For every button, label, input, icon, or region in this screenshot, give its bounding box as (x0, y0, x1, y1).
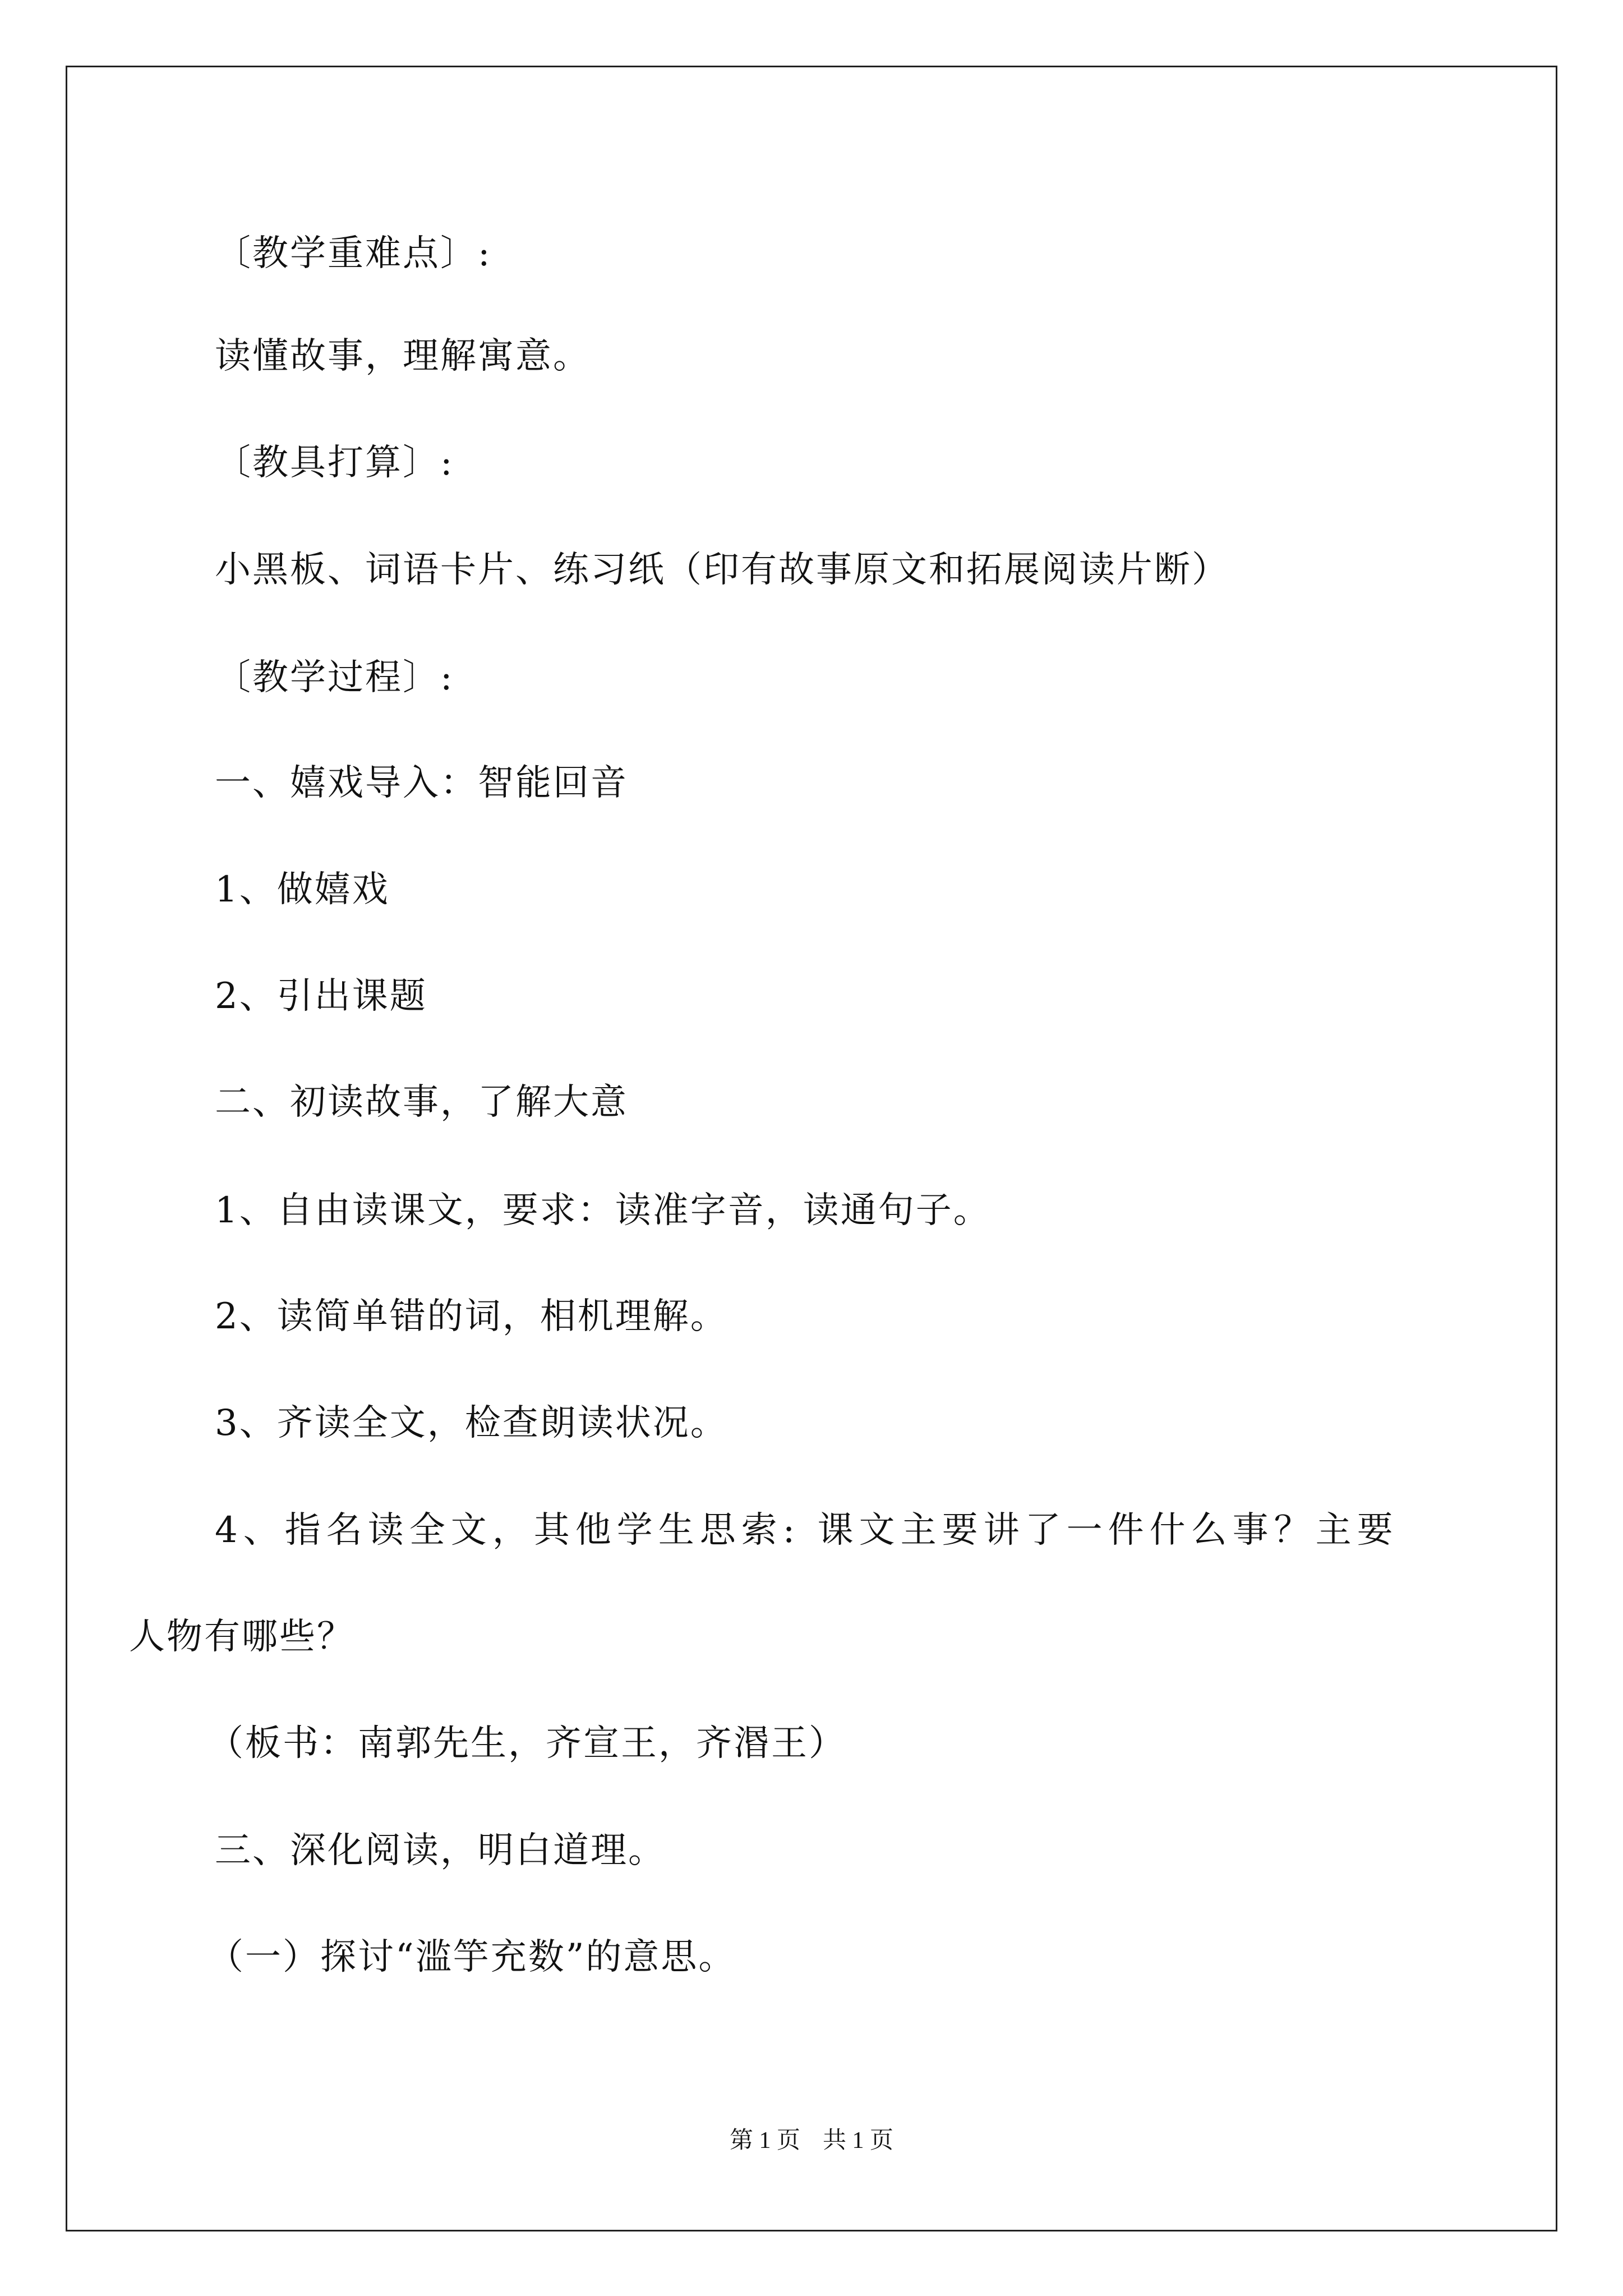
list-item-continuation: 人物有哪些？ (129, 1616, 354, 1658)
heading-teaching-aids: 〔教具打算〕: (215, 442, 454, 484)
section-heading: 二、初读故事，了解大意 (215, 1082, 628, 1123)
section-heading: 一、嬉戏导入：智能回音 (215, 762, 628, 804)
list-item: 1、自由读课文，要求：读准字音，读通句子。 (215, 1190, 991, 1231)
list-item: 4、指名读全文，其他学生思索: 课文主要讲了一件什么事？主要 (215, 1510, 1399, 1551)
page-border (66, 66, 1557, 2231)
section-heading: 三、深化阅读，明白道理。 (215, 1830, 666, 1871)
page-number: 第 1 页 (729, 2128, 800, 2154)
paragraph-text: 小黑板、词语卡片、练习纸（印有故事原文和拓展阅读片断） (215, 549, 1229, 591)
page-total: 共 1 页 (823, 2128, 894, 2154)
heading-teaching-difficulties: 〔教学重难点〕: (215, 233, 492, 274)
heading-teaching-process: 〔教学过程〕: (215, 657, 454, 698)
list-item: 3、齐读全文，检查朗读状况。 (215, 1402, 728, 1444)
list-item: 2、读简单错的词，相机理解。 (215, 1296, 728, 1337)
board-note: （板书：南郭先生，齐宣王，齐湣王） (208, 1723, 846, 1764)
page-footer (0, 2125, 1623, 2156)
list-item: 1、做嬉戏 (215, 869, 390, 910)
paragraph-text: 读懂故事，理解寓意。 (215, 335, 591, 377)
subsection-heading: （一）探讨“滥竽充数”的意思。 (208, 1936, 736, 1978)
list-item: 2、引出课题 (215, 976, 427, 1017)
